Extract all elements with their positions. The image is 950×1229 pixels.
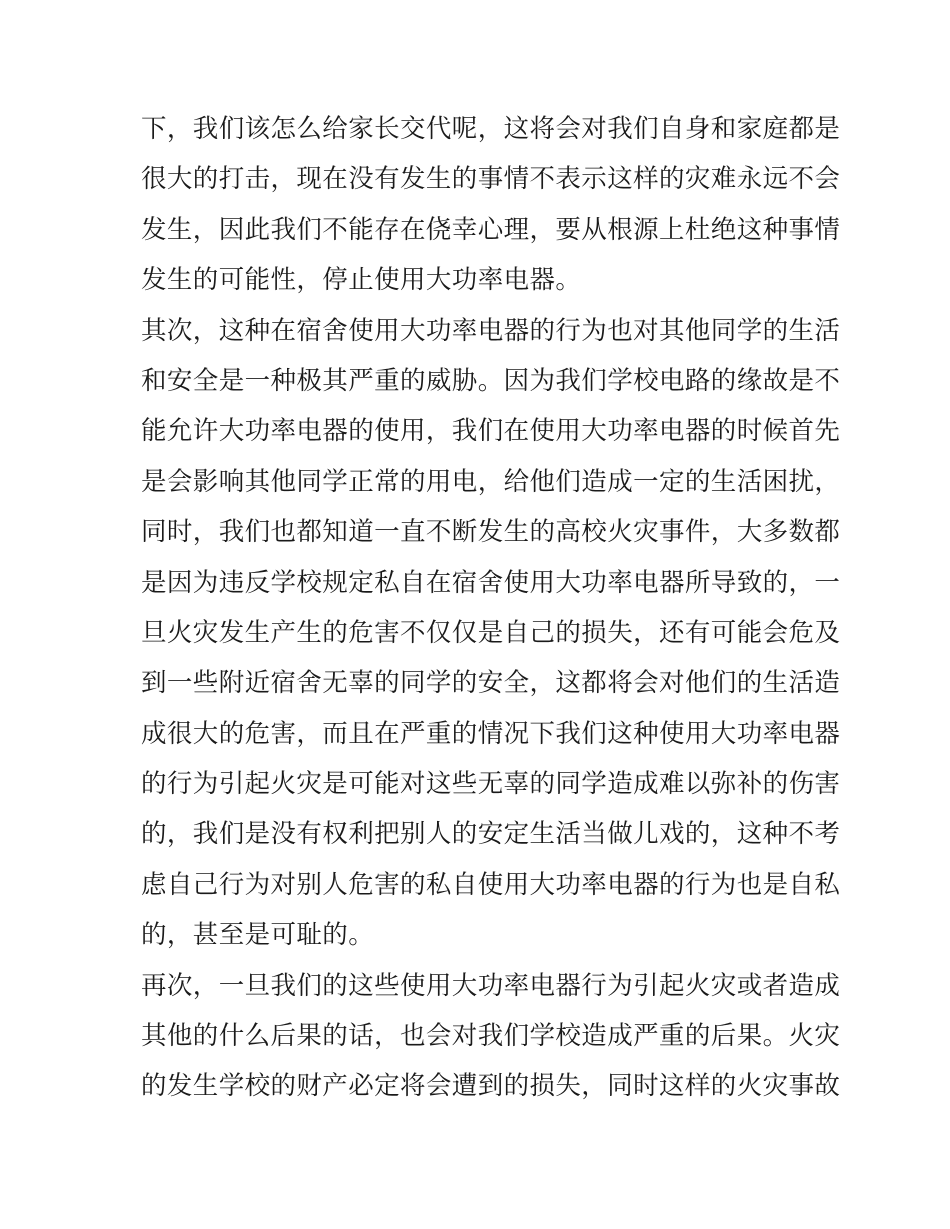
text-line: 的行为引起火灾是可能对这些无辜的同学造成难以弥补的伤害 <box>141 769 841 800</box>
text-line: 的发生学校的财产必定将会遭到的损失，同时这样的火灾事故 <box>141 1071 841 1102</box>
text-line: 发生的可能性，停止使用大功率电器。 <box>141 265 582 296</box>
text-line: 再次，一旦我们的这些使用大功率电器行为引起火灾或者造成 <box>141 970 841 1001</box>
text-line: 是因为违反学校规定私自在宿舍使用大功率电器所导致的，一 <box>141 567 841 598</box>
text-line: 下，我们该怎么给家长交代呢，这将会对我们自身和家庭都是 <box>141 114 841 144</box>
paragraph-1 <box>141 104 841 306</box>
text-line: 同时，我们也都知道一直不断发生的高校火灾事件，大多数都 <box>141 517 841 548</box>
text-line: 的，甚至是可耻的。 <box>141 920 375 951</box>
text-line: 能允许大功率电器的使用，我们在使用大功率电器的时候首先 <box>141 416 841 447</box>
text-line: 旦火灾发生产生的危害不仅仅是自己的损失，还有可能会危及 <box>141 617 841 648</box>
text-line: 发生，因此我们不能存在侥幸心理，要从根源上杜绝这种事情 <box>141 214 841 245</box>
document-body <box>141 104 841 1112</box>
text-line: 很大的打击，现在没有发生的事情不表示这样的灾难永远不会 <box>141 164 841 195</box>
text-line: 和安全是一种极其严重的威胁。因为我们学校电路的缘故是不 <box>141 365 841 396</box>
text-line: 成很大的危害，而且在严重的情况下我们这种使用大功率电器 <box>141 718 841 749</box>
text-line: 其他的什么后果的话，也会对我们学校造成严重的后果。火灾 <box>141 1021 841 1052</box>
text-line: 是会影响其他同学正常的用电，给他们造成一定的生活困扰， <box>141 466 841 497</box>
paragraph-3 <box>141 961 841 1112</box>
text-line: 虑自己行为对别人危害的私自使用大功率电器的行为也是自私 <box>141 869 841 900</box>
text-line: 的，我们是没有权利把别人的安定生活当做儿戏的，这种不考 <box>141 819 841 850</box>
paragraph-2 <box>141 306 841 961</box>
text-line: 其次，这种在宿舍使用大功率电器的行为也对其他同学的生活 <box>141 315 841 346</box>
text-line: 到一些附近宿舍无辜的同学的安全，这都将会对他们的生活造 <box>141 668 841 699</box>
